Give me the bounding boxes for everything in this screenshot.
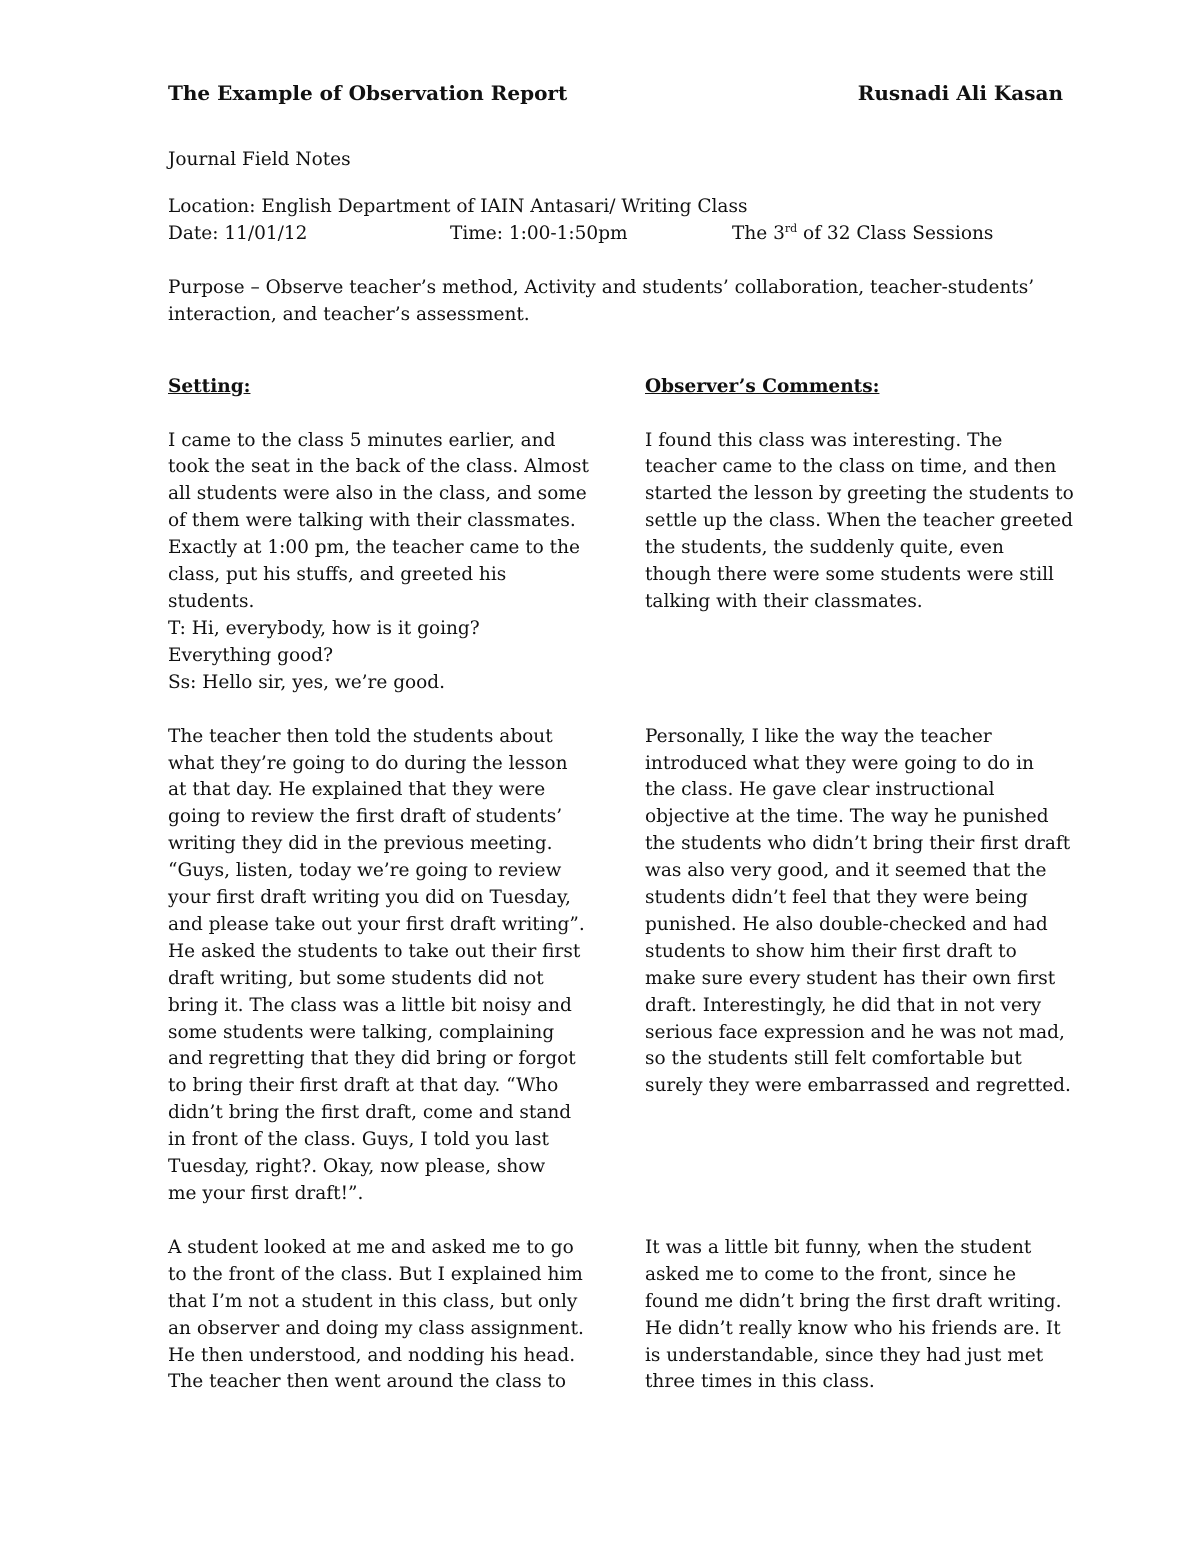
purpose-paragraph	[168, 275, 1073, 329]
setting-line: The teacher then went around the class to	[168, 1371, 567, 1393]
comment-line: three times in this class.	[645, 1371, 875, 1393]
setting-heading: Setting:	[168, 375, 251, 397]
comment-line: Personally, I like the way the teacher	[645, 725, 992, 747]
setting-line: some students were talking, complaining	[168, 1021, 555, 1043]
comment-line: He didn’t really know who his friends are. It	[645, 1317, 1061, 1339]
document-header	[168, 78, 1063, 108]
session-ordinal-suffix: rd	[784, 221, 798, 235]
comment-line: surely they were embarrassed and regretted.	[645, 1075, 1071, 1097]
comment-line: asked me to come to the front, since he	[645, 1263, 1017, 1285]
document-page	[168, 78, 1074, 1423]
comment-paragraph-3	[645, 1235, 1075, 1396]
setting-paragraph-3	[168, 1235, 645, 1396]
setting-line: He asked the students to take out their first	[168, 940, 581, 962]
comment-line: though there were some students were still	[645, 564, 1054, 586]
comment-line: the students who didn’t bring their first draft	[645, 833, 1071, 855]
comment-paragraph-2	[645, 724, 1075, 1208]
setting-paragraph-2	[168, 724, 645, 1208]
setting-line: The teacher then told the students about	[168, 725, 553, 747]
setting-line: Everything good?	[168, 644, 333, 666]
setting-line: Ss: Hello sir, yes, we’re good.	[168, 671, 446, 693]
session-text	[732, 221, 993, 248]
setting-line: at that day. He explained that they were	[168, 779, 546, 801]
comment-line: talking with their classmates.	[645, 590, 923, 612]
session-suffix: of 32 Class Sessions	[797, 222, 994, 244]
comment-line: draft. Interestingly, he did that in not very	[645, 994, 1042, 1016]
setting-line: all students were also in the class, and some	[168, 483, 587, 505]
comments-heading: Observer’s Comments:	[645, 375, 880, 397]
journal-title: Journal Field Notes	[168, 149, 351, 170]
setting-line: to the front of the class. But I explained him	[168, 1263, 583, 1285]
comment-line: settle up the class. When the teacher greeted	[645, 510, 1073, 532]
setting-line: A student looked at me and asked me to go	[168, 1236, 574, 1258]
setting-line: writing they did in the previous meeting.	[168, 833, 553, 855]
comment-paragraph-1	[645, 428, 1075, 697]
setting-line: T: Hi, everybody, how is it going?	[168, 617, 480, 639]
comment-line: students didn’t feel that they were being	[645, 887, 1028, 909]
comment-line: I found this class was interesting. The	[645, 429, 1003, 451]
setting-line: in front of the class. Guys, I told you last	[168, 1129, 549, 1151]
setting-line: took the seat in the back of the class. Almost	[168, 456, 589, 478]
date-text: Date: 11/01/12	[168, 222, 308, 244]
setting-line: bring it. The class was a little bit noisy and	[168, 994, 572, 1016]
report-title: The Example of Observation Report	[168, 81, 568, 105]
setting-line: me your first draft!”.	[168, 1183, 364, 1204]
comment-line: is understandable, since they had just met	[645, 1344, 1044, 1366]
setting-line: I came to the class 5 minutes earlier, and	[168, 429, 556, 451]
comment-line: punished. He also double-checked and had	[645, 913, 1048, 935]
setting-line: students.	[168, 590, 255, 612]
location-line: Location: English Department of IAIN Antasari/ Writing Class	[168, 195, 748, 217]
comment-line: the students, the suddenly quite, even	[645, 537, 1004, 559]
setting-line: draft writing, but some students did not	[168, 967, 544, 989]
setting-line: that I’m not a student in this class, but only	[168, 1290, 578, 1312]
time-text: Time: 1:00-1:50pm	[450, 222, 628, 244]
comment-line: was also very good, and it seemed that the	[645, 860, 1047, 882]
setting-line: to bring their first draft at that day. “Who	[168, 1075, 559, 1097]
comment-line: serious face expression and he was not mad,	[645, 1021, 1065, 1043]
session-prefix: The 3	[732, 222, 785, 244]
comment-line: It was a little bit funny, when the student	[645, 1236, 1032, 1258]
setting-line: what they’re going to do during the lesson	[168, 752, 568, 774]
comment-line: students to show him their first draft to	[645, 940, 1017, 962]
comment-line: introduced what they were going to do in	[645, 752, 1034, 774]
purpose-line: Purpose – Observe teacher’s method, Activity and students’ collaboration, teacher-students’	[168, 276, 1035, 298]
setting-line: didn’t bring the first draft, come and stand	[168, 1102, 572, 1124]
comment-line: make sure every student has their own first	[645, 967, 1056, 989]
purpose-line: interaction, and teacher’s assessment.	[168, 303, 530, 325]
comment-line: so the students still felt comfortable but	[645, 1048, 1022, 1070]
date-time-row	[168, 221, 1063, 248]
setting-line: and please take out your first draft writing”.	[168, 913, 585, 935]
setting-line: Tuesday, right?. Okay, now please, show	[168, 1156, 546, 1178]
comment-line: found me didn’t bring the first draft writing.	[645, 1290, 1062, 1312]
comment-line: teacher came to the class on time, and then	[645, 456, 1057, 478]
setting-line: your first draft writing you did on Tuesday,	[168, 887, 571, 909]
author-name: Rusnadi Ali Kasan	[857, 81, 1063, 105]
setting-paragraph-1	[168, 428, 645, 697]
setting-line: an observer and doing my class assignment.	[168, 1317, 584, 1339]
setting-line: Exactly at 1:00 pm, the teacher came to the	[168, 537, 580, 559]
setting-line: class, put his stuffs, and greeted his	[168, 564, 507, 586]
setting-line: and regretting that they did bring or forgot	[168, 1048, 576, 1070]
setting-line: He then understood, and nodding his head.	[168, 1344, 576, 1366]
comment-line: objective at the time. The way he punished	[645, 806, 1049, 828]
comment-line: started the lesson by greeting the students to	[645, 483, 1074, 505]
setting-line: going to review the first draft of students’	[168, 806, 563, 828]
comment-line: the class. He gave clear instructional	[645, 779, 995, 801]
setting-line: “Guys, listen, today we’re going to review	[168, 860, 562, 882]
notes-columns	[168, 374, 1074, 1424]
setting-line: of them were talking with their classmates.	[168, 510, 576, 532]
